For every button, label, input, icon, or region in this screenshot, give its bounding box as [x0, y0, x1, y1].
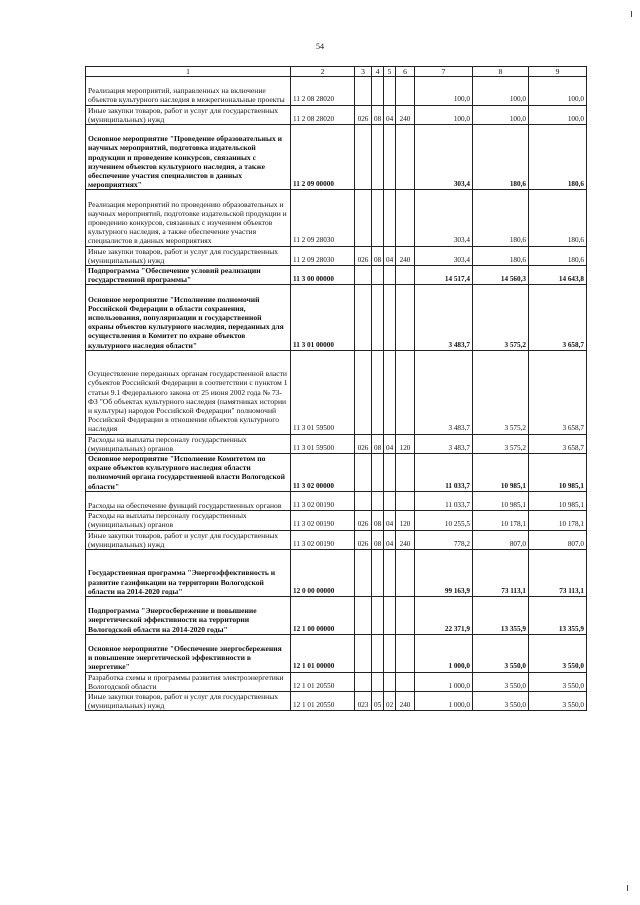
- amount-year1-cell: 3 483,7: [415, 350, 473, 434]
- expense-type-cell: [396, 453, 415, 491]
- subsection-code-cell: [384, 550, 396, 597]
- amount-year2-cell: 180,6: [473, 125, 529, 190]
- section-code-cell: [372, 77, 384, 106]
- row-name-cell: Иные закупки товаров, работ и услуг для государственных (муниципальных) нужд: [86, 692, 291, 711]
- table-row: [86, 434, 587, 453]
- amount-year2-cell: 3 575,2: [473, 285, 529, 350]
- table-row: [86, 190, 587, 246]
- amount-year3-cell: 180,6: [529, 125, 587, 190]
- row-name-cell: Реализация мероприятий, направленных на включение объектов культурного наследия в межрегиональные проекты: [86, 77, 291, 106]
- table-row: [86, 511, 587, 530]
- ministry-code-cell: 026: [355, 530, 372, 549]
- ministry-code-cell: [355, 550, 372, 597]
- ministry-code-cell: [355, 190, 372, 246]
- amount-year1-cell: 11 033,7: [415, 491, 473, 510]
- ministry-code-cell: [355, 265, 372, 284]
- amount-year1-cell: 778,2: [415, 530, 473, 549]
- amount-year2-cell: 100,0: [473, 105, 529, 124]
- amount-year2-cell: 10 985,1: [473, 491, 529, 510]
- ministry-code-cell: [355, 672, 372, 691]
- target-article-cell: 11 3 00 00000: [291, 265, 355, 284]
- row-name-cell: Основное мероприятие "Исполнение Комитетом по охране объектов культурного наследия области полномочий органа государственной власти Вологодской области": [86, 453, 291, 491]
- amount-year3-cell: 10 985,1: [529, 491, 587, 510]
- row-name-cell: Расходы на обеспечение функций государственных органов: [86, 491, 291, 510]
- target-article-cell: 11 3 02 00190: [291, 530, 355, 549]
- expense-type-cell: [396, 285, 415, 350]
- section-code-cell: 08: [372, 530, 384, 549]
- expense-type-cell: [396, 550, 415, 597]
- scan-mark: [627, 885, 628, 891]
- amount-year1-cell: 100,0: [415, 77, 473, 106]
- column-header: 7: [415, 67, 473, 77]
- table-row: [86, 672, 587, 691]
- amount-year1-cell: 1 000,0: [415, 634, 473, 672]
- expense-type-cell: [396, 77, 415, 106]
- row-name-cell: Государственная программа "Энергоэффективность и развитие газификации на территории Вологодской области на 2014-2020 годы": [86, 550, 291, 597]
- table-row: [86, 125, 587, 190]
- section-code-cell: [372, 672, 384, 691]
- section-code-cell: 08: [372, 246, 384, 265]
- amount-year3-cell: 10 985,1: [529, 453, 587, 491]
- ministry-code-cell: [355, 285, 372, 350]
- ministry-code-cell: 026: [355, 511, 372, 530]
- expense-type-cell: [396, 634, 415, 672]
- table-row: [86, 597, 587, 635]
- ministry-code-cell: [355, 77, 372, 106]
- page-number: 54: [316, 42, 324, 51]
- table-row: [86, 265, 587, 284]
- amount-year2-cell: 3 575,2: [473, 434, 529, 453]
- section-code-cell: 08: [372, 434, 384, 453]
- expense-type-cell: [396, 672, 415, 691]
- table-row: [86, 453, 587, 491]
- amount-year1-cell: 22 371,9: [415, 597, 473, 635]
- amount-year2-cell: 3 575,2: [473, 350, 529, 434]
- column-number-row: [86, 67, 587, 77]
- amount-year3-cell: 180,6: [529, 246, 587, 265]
- target-article-cell: 12 1 00 00000: [291, 597, 355, 635]
- section-code-cell: 08: [372, 511, 384, 530]
- expense-type-cell: [396, 491, 415, 510]
- row-name-cell: Основное мероприятие "Исполнение полномочий Российской Федерации в области сохранения, использования, популяризации и государственной охраны объектов культурного наследия, переданных для осуществления в Комитет по охране объектов культурного наследия области": [86, 285, 291, 350]
- expense-type-cell: [396, 597, 415, 635]
- amount-year1-cell: 303,4: [415, 125, 473, 190]
- amount-year1-cell: 3 483,7: [415, 434, 473, 453]
- ministry-code-cell: [355, 634, 372, 672]
- section-code-cell: [372, 453, 384, 491]
- amount-year3-cell: 3 658,7: [529, 434, 587, 453]
- section-code-cell: [372, 597, 384, 635]
- section-code-cell: [372, 634, 384, 672]
- expense-type-cell: 240: [396, 105, 415, 124]
- section-code-cell: [372, 350, 384, 434]
- amount-year2-cell: 180,6: [473, 246, 529, 265]
- ministry-code-cell: [355, 453, 372, 491]
- section-code-cell: [372, 190, 384, 246]
- amount-year3-cell: 100,0: [529, 77, 587, 106]
- row-name-cell: Иные закупки товаров, работ и услуг для государственных (муниципальных) нужд: [86, 530, 291, 549]
- amount-year1-cell: 99 163,9: [415, 550, 473, 597]
- scan-mark: [631, 11, 632, 17]
- amount-year2-cell: 100,0: [473, 77, 529, 106]
- section-code-cell: 08: [372, 105, 384, 124]
- table-row: [86, 550, 587, 597]
- target-article-cell: 11 3 02 00000: [291, 453, 355, 491]
- column-header: 8: [473, 67, 529, 77]
- section-code-cell: [372, 550, 384, 597]
- target-article-cell: 11 3 02 00190: [291, 511, 355, 530]
- subsection-code-cell: [384, 491, 396, 510]
- amount-year1-cell: 1 000,0: [415, 672, 473, 691]
- budget-table: [85, 66, 587, 711]
- column-header: 1: [86, 67, 291, 77]
- target-article-cell: 11 3 01 59500: [291, 350, 355, 434]
- section-code-cell: [372, 285, 384, 350]
- ministry-code-cell: 026: [355, 246, 372, 265]
- subsection-code-cell: [384, 265, 396, 284]
- row-name-cell: Реализация мероприятий по проведению образовательных и научных мероприятий, подготовке издательской продукции и проведению конкурсов, связанных с изучением объектов культурного наследия, а также обеспечение участия специалистов в данных мероприятиях: [86, 190, 291, 246]
- section-code-cell: 05: [372, 692, 384, 711]
- target-article-cell: 11 3 02 00190: [291, 491, 355, 510]
- expense-type-cell: [396, 350, 415, 434]
- section-code-cell: [372, 265, 384, 284]
- subsection-code-cell: [384, 285, 396, 350]
- ministry-code-cell: [355, 350, 372, 434]
- amount-year3-cell: 13 355,9: [529, 597, 587, 635]
- expense-type-cell: 120: [396, 434, 415, 453]
- ministry-code-cell: 026: [355, 434, 372, 453]
- subsection-code-cell: 04: [384, 105, 396, 124]
- amount-year1-cell: 14 517,4: [415, 265, 473, 284]
- subsection-code-cell: 02: [384, 692, 396, 711]
- amount-year3-cell: 180,6: [529, 190, 587, 246]
- row-name-cell: Основное мероприятие "Обеспечение энергосбережения и повышение энергетической эффективности в энергетике": [86, 634, 291, 672]
- amount-year1-cell: 1 000,0: [415, 692, 473, 711]
- subsection-code-cell: [384, 453, 396, 491]
- amount-year1-cell: 3 483,7: [415, 285, 473, 350]
- amount-year2-cell: 10 985,1: [473, 453, 529, 491]
- amount-year3-cell: 3 658,7: [529, 285, 587, 350]
- target-article-cell: 12 1 01 20550: [291, 672, 355, 691]
- row-name-cell: Расходы на выплаты персоналу государственных (муниципальных) органов: [86, 434, 291, 453]
- section-code-cell: [372, 491, 384, 510]
- subsection-code-cell: 04: [384, 434, 396, 453]
- row-name-cell: Разработка схемы и программы развития электроэнергетики Вологодской области: [86, 672, 291, 691]
- target-article-cell: 11 3 01 00000: [291, 285, 355, 350]
- subsection-code-cell: 04: [384, 246, 396, 265]
- target-article-cell: 11 2 08 28020: [291, 105, 355, 124]
- amount-year1-cell: 11 033,7: [415, 453, 473, 491]
- amount-year2-cell: 3 550,0: [473, 634, 529, 672]
- amount-year1-cell: 100,0: [415, 105, 473, 124]
- target-article-cell: 11 2 08 28020: [291, 77, 355, 106]
- table-row: [86, 77, 587, 106]
- amount-year1-cell: 303,4: [415, 246, 473, 265]
- subsection-code-cell: [384, 597, 396, 635]
- amount-year3-cell: 807,0: [529, 530, 587, 549]
- target-article-cell: 11 2 09 28030: [291, 190, 355, 246]
- amount-year2-cell: 14 560,3: [473, 265, 529, 284]
- table-row: [86, 634, 587, 672]
- amount-year2-cell: 73 113,1: [473, 550, 529, 597]
- expense-type-cell: 240: [396, 246, 415, 265]
- subsection-code-cell: [384, 350, 396, 434]
- row-name-cell: Основное мероприятие "Проведение образовательных и научных мероприятий, подготовка издательской продукции и проведение конкурсов, связанных с изучением объектов культурного наследия, а также обеспечение участия специалистов в данных мероприятиях": [86, 125, 291, 190]
- row-name-cell: Подпрограмма "Обеспечение условий реализации государственной программы": [86, 265, 291, 284]
- table-row: [86, 491, 587, 510]
- amount-year2-cell: 3 550,0: [473, 672, 529, 691]
- target-article-cell: 11 3 01 59500: [291, 434, 355, 453]
- amount-year2-cell: 10 178,1: [473, 511, 529, 530]
- amount-year3-cell: 73 113,1: [529, 550, 587, 597]
- amount-year2-cell: 3 550,0: [473, 692, 529, 711]
- amount-year3-cell: 3 658,7: [529, 350, 587, 434]
- amount-year1-cell: 10 255,5: [415, 511, 473, 530]
- column-header: 9: [529, 67, 587, 77]
- expense-type-cell: 120: [396, 511, 415, 530]
- expense-type-cell: [396, 190, 415, 246]
- ministry-code-cell: 026: [355, 105, 372, 124]
- target-article-cell: 12 1 01 00000: [291, 634, 355, 672]
- expense-type-cell: [396, 265, 415, 284]
- subsection-code-cell: [384, 634, 396, 672]
- target-article-cell: 11 2 09 00000: [291, 125, 355, 190]
- expense-type-cell: 240: [396, 530, 415, 549]
- column-header: 4: [372, 67, 384, 77]
- amount-year3-cell: 3 550,0: [529, 672, 587, 691]
- table-row: [86, 350, 587, 434]
- amount-year1-cell: 303,4: [415, 190, 473, 246]
- row-name-cell: Расходы на выплаты персоналу государственных (муниципальных) органов: [86, 511, 291, 530]
- amount-year2-cell: 807,0: [473, 530, 529, 549]
- ministry-code-cell: [355, 491, 372, 510]
- target-article-cell: 11 2 09 28030: [291, 246, 355, 265]
- ministry-code-cell: [355, 597, 372, 635]
- target-article-cell: 12 1 01 20550: [291, 692, 355, 711]
- ministry-code-cell: 023: [355, 692, 372, 711]
- row-name-cell: Иные закупки товаров, работ и услуг для государственных (муниципальных) нужд: [86, 246, 291, 265]
- amount-year2-cell: 180,6: [473, 190, 529, 246]
- section-code-cell: [372, 125, 384, 190]
- amount-year3-cell: 10 178,1: [529, 511, 587, 530]
- amount-year2-cell: 13 355,9: [473, 597, 529, 635]
- column-header: 2: [291, 67, 355, 77]
- target-article-cell: 12 0 00 00000: [291, 550, 355, 597]
- subsection-code-cell: [384, 190, 396, 246]
- row-name-cell: Осуществление переданных органам государственной власти субъектов Российской Федерации в соответствии с пунктом 1 статьи 9.1 Федерального закона от 25 июня 2002 года № 73-ФЗ "Об объектах культурного наследия (памятниках истории и культуры) народов Российской Федерации" полномочий Российской Федерации в отношении объектов культурного наследия: [86, 350, 291, 434]
- column-header: 5: [384, 67, 396, 77]
- row-name-cell: Иные закупки товаров, работ и услуг для государственных (муниципальных) нужд: [86, 105, 291, 124]
- table-row: [86, 692, 587, 711]
- amount-year3-cell: 3 550,0: [529, 692, 587, 711]
- table-row: [86, 530, 587, 549]
- table-row: [86, 105, 587, 124]
- subsection-code-cell: 04: [384, 530, 396, 549]
- row-name-cell: Подпрограмма "Энергосбережение и повышение энергетической эффективности на территории Вологодской области на 2014-2020 годы": [86, 597, 291, 635]
- subsection-code-cell: [384, 125, 396, 190]
- amount-year3-cell: 100,0: [529, 105, 587, 124]
- subsection-code-cell: [384, 672, 396, 691]
- expense-type-cell: [396, 125, 415, 190]
- column-header: 3: [355, 67, 372, 77]
- subsection-code-cell: [384, 77, 396, 106]
- ministry-code-cell: [355, 125, 372, 190]
- column-header: 6: [396, 67, 415, 77]
- amount-year3-cell: 14 643,8: [529, 265, 587, 284]
- table-row: [86, 246, 587, 265]
- expense-type-cell: 240: [396, 692, 415, 711]
- subsection-code-cell: 04: [384, 511, 396, 530]
- amount-year3-cell: 3 550,0: [529, 634, 587, 672]
- table-row: [86, 285, 587, 350]
